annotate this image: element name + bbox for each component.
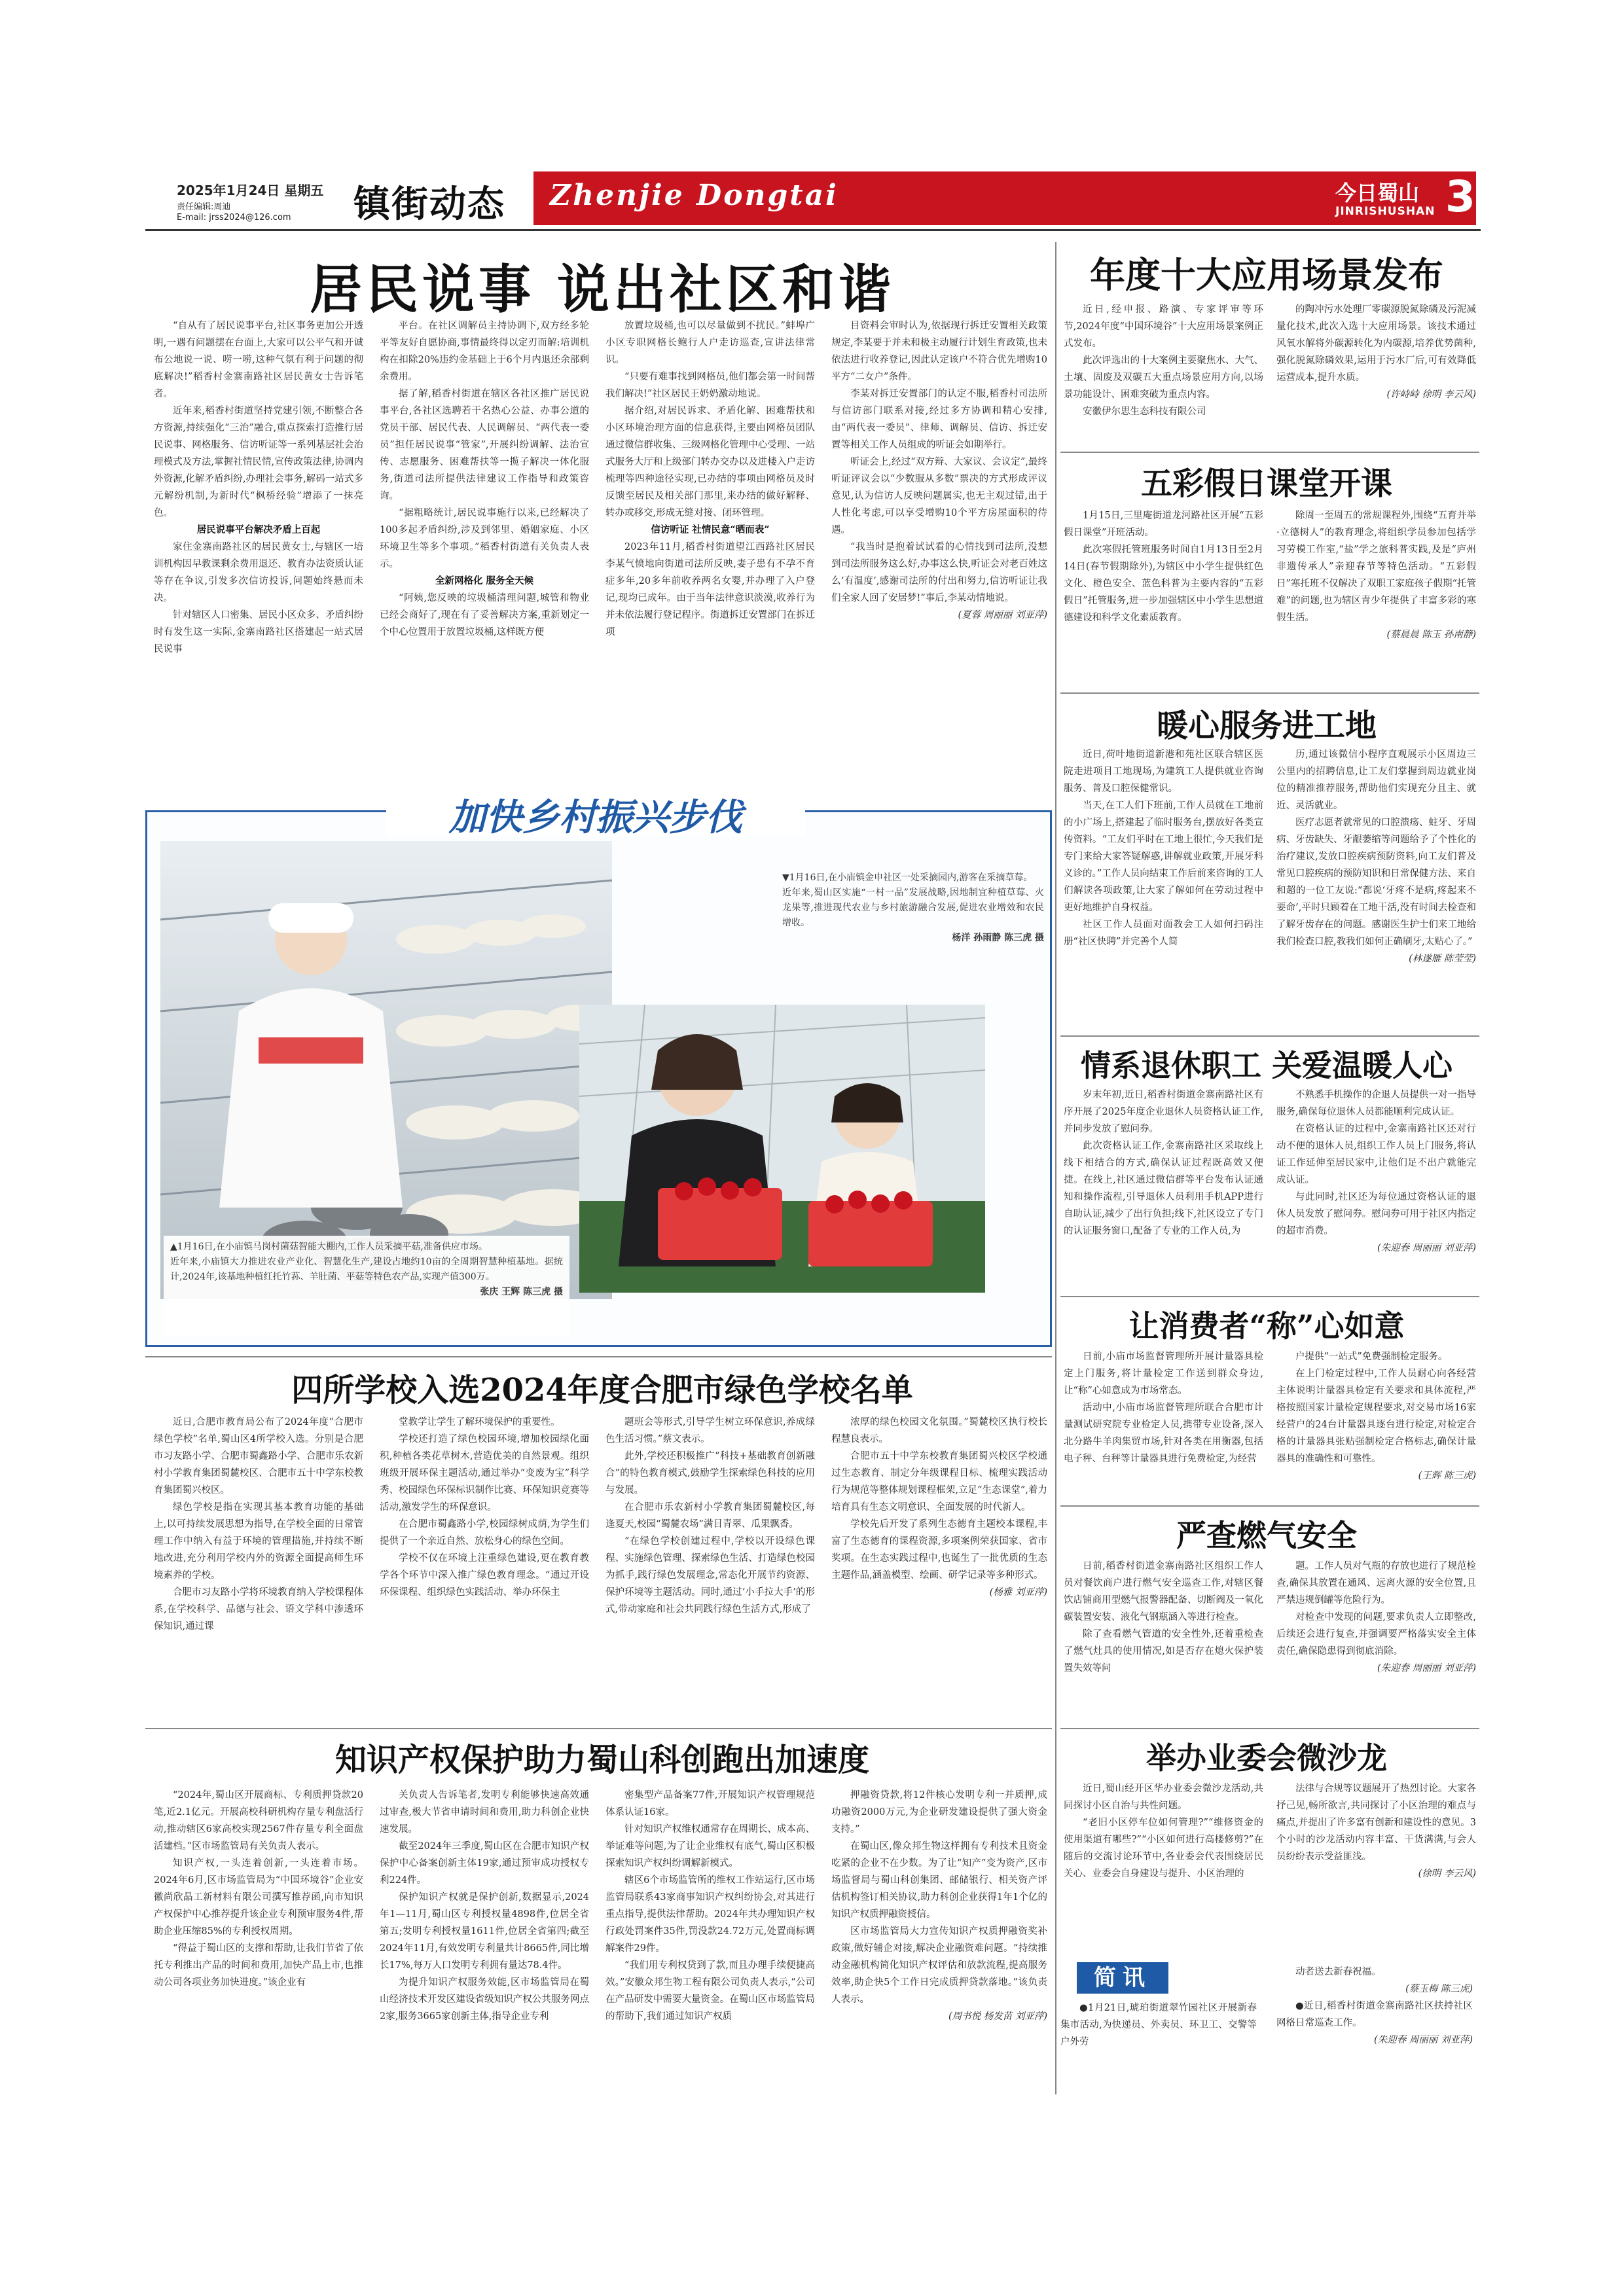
- paragraph: 在蜀山区,像众邦生物这样拥有专利技术且资金吃紧的企业不在少数。为了让“知产”变为资产,区市场监督局与蜀山科创集团、邮储银行、相关资产评估机构签订相关协议,助力科创企业获得1年1个亿的知识产权质押融资授信。: [831, 1841, 1047, 1920]
- section-pinyin: Zhenjie Dongtai: [550, 179, 839, 212]
- paragraph: 日前,小庙市场监督管理所开展计量器具检定上门服务,将计量检定工作送到群众身边,让“称”心如意成为市场常态。: [1064, 1352, 1263, 1396]
- main-col-4: [831, 317, 1047, 785]
- consumer-headline: 让消费者“称”心如意: [1128, 1308, 1405, 1344]
- byline: (林遂雁 陈莹莹): [1409, 954, 1476, 964]
- paragraph: 此次评选出的十大案例主要聚焦水、大气、土壤、固废及双碳五大重点场景应用方向,以场景功能设计、困难突破为重点内容。: [1064, 355, 1263, 400]
- schools-col-3: [605, 1414, 815, 1721]
- paragraph: 近日,荷叶地街道新港和苑社区联合辖区医院走进项目工地现场,为建筑工人提供就业咨询服务、普及口腔保健常识。: [1064, 749, 1263, 794]
- paragraph: 押融资贷款,将12件核心发明专利一并质押,成功融资2000万元,为企业研发建设提供了强大资金支持。”: [831, 1790, 1047, 1835]
- ip-col-4: [831, 1787, 1047, 2088]
- sidebar-rule-6: [1060, 1728, 1479, 1729]
- sidebar-rule-5: [1060, 1505, 1479, 1507]
- caption-text: ▲1月16日,在小庙镇马岗村菌菇智能大棚内,工作人员采摘平菇,准备供应市场。 近年来,小庙镇大力推进农业产业化、智慧化生产,建设占地约10亩的全周期智慧种植基地。据统计,2024年,该基地种植红托竹荪、羊肚菌、平菇等特色农产品,实现产值300万。: [170, 1242, 563, 1282]
- paragraph: 区市场监管局大力宣传知识产权质押融资奖补政策,做好辅企对接,解决企业融资难问题。“持续推动金融机构简化知识产权评估和放款流程,提高服务效率,助企快5个工作日完成质押贷款落地。”该负责人表示。: [831, 1926, 1047, 2005]
- paragraph: 听证会上,经过“双方辩、大家议、会议定”,最终听证评议会以“少数服从多数”票决的方式形成评议意见,认为信访人反映问题属实,也无主观过错,出于人性化考虑,可以享受增购10个平方房屋面积的待遇。: [831, 457, 1047, 535]
- paragraph: 日前,稻香村街道金寨南路社区组织工作人员对餐饮商户进行燃气安全巡查工作,对辖区餐饮店铺商用型燃气报警器配备、切断阀及一氧化碳装置安装、液化气钢瓶涵入等进行检查。: [1064, 1561, 1263, 1623]
- sidebar-rule-1: [1060, 452, 1479, 453]
- paragraph: 在合肥市乐农新村小学教育集团蜀麓校区,每逢夏天,校园“蜀麓农场”满目青翠、瓜果飘香。: [605, 1502, 815, 1530]
- gas-col-2: [1276, 1558, 1476, 1727]
- subheading: 全新网格化 服务全天候: [435, 575, 534, 586]
- byline: (夏蓉 周丽丽 刘亚萍): [958, 610, 1047, 620]
- paragraph: “老旧小区停车位如何管理?”“维修资金的使用渠道有哪些?”“小区如何进行高楼修剪?”在随后的交流讨论环节中,各业委会代表围绕居民关心、业委会自身建设与提升、小区治理的: [1064, 1818, 1263, 1879]
- paragraph: 近年来,稻香村街道坚持党建引领,不断整合各方资源,持续强化“三治”融合,重点探索打造推行居民说事、网格服务、信访听证等一系列基层社会治理模式及方法,掌握社情民情,宣传政策法律,协调内外资源,化解矛盾纠纷,办理社会事务,解码一站式多元解纷机制,为新时代“枫桥经验”增添了一抹亮色。: [154, 406, 363, 518]
- paragraph: 此外,学校还积极推广“科技+基础教育创新融合”的特色教育模式,鼓励学生探索绿色科技的应用与发展。: [605, 1451, 815, 1496]
- main-col-2: [380, 317, 589, 785]
- brief-item: ●1月21日,琥珀街道翠竹园社区开展新春集市活动,为快递员、外卖员、环卫工、交警等户外劳: [1060, 2003, 1257, 2047]
- ip-headline: 知识产权保护助力蜀山科创跑出加速度: [334, 1742, 869, 1778]
- paragraph: 在上门检定过程中,工作人员耐心向各经营主体说明计量器具检定有关要求和具体流程,严格按照国家计量检定规程要求,对交易市场16家经营户的24台计量器具逐台进行检定,对检定合格的计量器具张贴强制检定合格标志,确保计量器具的准确性和可靠性。: [1276, 1369, 1476, 1464]
- salon-headline: 举办业委会微沙龙: [1146, 1740, 1387, 1776]
- retire-col-1: [1064, 1086, 1263, 1295]
- paragraph: 社区工作人员面对面教会工人如何扫码注册“社区快聘”并完善个人简: [1064, 920, 1263, 947]
- brief-col-2: [1276, 1964, 1473, 2085]
- byline: (朱迎春 周丽丽 刘亚萍): [1377, 1243, 1476, 1253]
- paragraph: 堂教学让学生了解环境保护的重要性。: [399, 1417, 560, 1427]
- brief-col-1: [1060, 2000, 1257, 2085]
- paragraph: 不熟悉手机操作的企退人员提供一对一指导服务,确保每位退休人员都能顺利完成认证。: [1276, 1090, 1476, 1117]
- paragraph: 密集型产品备案77件,开展知识产权管理规范体系认证16家。: [605, 1790, 815, 1818]
- paragraph: “得益于蜀山区的支撑和帮助,让我们节省了依托专利推出产品的时间和费用,加快产品上市,也推动公司各项业务加快进度。”该企业有: [154, 1943, 363, 1988]
- paragraph: 学校先后开发了系列生态德育主题校本课程,丰富了生态德育的课程资源,多项案例荣获国家、省市奖项。在生态实践过程中,也诞生了一批优质的生态主题作品,涵盖模型、绘画、研学记录等多种形式。: [831, 1519, 1047, 1581]
- paragraph: “在绿色学校创建过程中,学校以开设绿色课程、实施绿色管理、探索绿色生活、打造绿色校园为抓手,践行绿色发展理念,常态化开展节约资源、保护环境等主题活动。同时,通过‘小手拉大手’的形式,带动家庭和社会共同践行绿色生活方式,形成了: [605, 1536, 815, 1615]
- paragraph: 历,通过该微信小程序直观展示小区周边三公里内的招聘信息,让工友们掌握到周边就业岗位的精准推荐服务,帮助他们实现充分且主、就近、灵活就业。: [1276, 749, 1476, 811]
- paragraph: 在合肥市蜀鑫路小学,校园绿树成荫,为学生们提供了一个亲近自然、放松身心的绿色空间。: [380, 1519, 589, 1547]
- paragraph: “我当时是抱着试试看的心情找到司法所,没想到司法所服务这么好,办事这么快,听证会对老百姓这么‘有温度’,感谢司法所的付出和努力,信访听证让我们全家人回了安居梦!”事后,李某动情地说。: [831, 542, 1047, 603]
- paragraph: 在资格认证的过程中,金寨南路社区还对行动不便的退休人员,组织工作人员上门服务,将认证工作延伸至居民家中,让他们足不出户就能完成认证。: [1276, 1124, 1476, 1185]
- consumer-col-1: [1064, 1348, 1263, 1504]
- schools-col-2: [380, 1414, 589, 1721]
- photo-caption-right: [782, 870, 1044, 1014]
- schools-col-1: [154, 1414, 363, 1721]
- subheading: 居民说事平台解决矛盾上百起: [196, 524, 321, 535]
- byline: (王辉 陈三虎): [1418, 1471, 1476, 1481]
- byline: (朱迎春 周丽丽 刘亚萍): [1373, 2035, 1473, 2045]
- sidebar-rule-3: [1060, 1035, 1479, 1037]
- paragraph: 截至2024年三季度,蜀山区在合肥市知识产权保护中心备案创新主体19家,通过预审成功授权专利224件。: [380, 1841, 589, 1886]
- paragraph: 关负责人告诉笔者,发明专利能够快速高效通过审查,极大节省申请时间和费用,助力科创企业快速发展。: [380, 1790, 589, 1835]
- paragraph: 与此同时,社区还为每位通过资格认证的退休人员发放了慰问券。慰问券可用于社区内指定的超市消费。: [1276, 1192, 1476, 1236]
- paragraph: 1月15日,三里庵街道龙河路社区开展“五彩假日课堂”开班活动。: [1064, 511, 1263, 538]
- retire-headline: 情系退休职工 关爱温暖人心: [1080, 1048, 1453, 1083]
- paragraph: 活动中,小庙市场监督管理所联合合肥市计量测试研究院专业检定人员,携带专业设备,深入北分路牛羊肉集贸市场,针对各类在用衡器,包括电子秤、台秤等计量器具进行免费检定,为经营: [1064, 1403, 1263, 1464]
- paragraph: 岁末年初,近日,稻香村街道金寨南路社区有序开展了2025年度企业退休人员资格认证工作,并同步发放了慰问券。: [1064, 1090, 1263, 1134]
- paragraph: 绿色学校是指在实现其基本教育功能的基础上,以可持续发展思想为指导,在学校全面的日常管理工作中纳入有益于环境的管理措施,并持续不断地改进,充分利用学校内外的资源全面提高师生环境素养的学校。: [154, 1502, 363, 1581]
- caption-text: ▼1月16日,在小庙镇金申社区一处采摘园内,游客在采摘草莓。 近年来,蜀山区实施“一村一品”发展战略,因地制宜种植草莓、火龙果等,推进现代农业与乡村旅游融合发展,促进农业增效和农民增收。: [782, 872, 1044, 928]
- paragraph: 除周一至周五的常规课程外,围绕“五育并举·立德树人”的教育理念,将组织学员参加包括学习劳模工作室,“盐”学之旅科普实践,及是“庐州非遗传承人”亲迎春节等特色活动。“五彩假日”寒托班不仅解决了双职工家庭孩子假期“托管难”的问题,也为辖区青少年提供了丰富多彩的寒假生活。: [1276, 511, 1476, 623]
- strawberry-picking-photo: [579, 1005, 985, 1293]
- paragraph: 合肥市习友路小学将环境教育纳入学校课程体系,在学校科学、品德与社会、语文学科中渗透环保知识,通过课: [154, 1587, 363, 1632]
- masthead-editor: 责任编辑:周迪: [177, 202, 231, 212]
- paper-pinyin: JINRISHUSHAN: [1335, 205, 1435, 218]
- sidebar-rule-4: [1060, 1296, 1479, 1297]
- paragraph: “我们用专利权贷到了款,而且办理手续便捷高效。”安徽众邦生物工程有限公司负责人表示,“公司在产品研发中需要大量资金。在蜀山区市场监管局的帮助下,我们通过知识产权质: [605, 1960, 815, 2022]
- page-number: 3: [1445, 171, 1475, 222]
- paragraph: 合肥市五十中学东校教育集团蜀兴校区学校通过生态教育、制定分年级课程目标、梳理实践活动行为规范等整体规划课程框架,立足“生态课堂”,着力培育具有生态文明意识、全面发展的时代新人。: [831, 1451, 1047, 1513]
- paragraph: “只要有难事找到网格员,他们都会第一时间帮我们解决!”社区居民王奶奶激动地说。: [605, 372, 815, 399]
- byline: (朱迎春 周丽丽 刘亚萍): [1377, 1663, 1476, 1674]
- paragraph: 目资料会审时认为,依据现行拆迁安置相关政策规定,李某要于并未和极主动履行计划生育政策,也未依法进行收养登记,因此认定该户不符合优先增购10平方“二女户”条件。: [831, 321, 1047, 382]
- paragraph: “自从有了居民说事平台,社区事务更加公开透明,一遇有问题摆在台面上,大家可以公平气和开诚布公地说一说、唠一唠,这种气氛有利于问题的彻底解决!”稻香村金寨南路社区居民黄女士告诉笔者。: [154, 321, 363, 399]
- paragraph: “据粗略统计,居民说事施行以来,已经解决了100多起矛盾纠纷,涉及到邻里、婚姻家庭、小区环境卫生等多个事项。”稻香村街道有关负责人表示。: [380, 508, 589, 569]
- paragraph: 浓厚的绿色校园文化氛围。”蜀麓校区执行校长程慧良表示。: [831, 1417, 1047, 1444]
- paragraph: 对检查中发现的问题,要求负责人立即整改,后续还会进行复查,并强调要严格落实安全主体责任,确保隐患得到彻底消除。: [1276, 1612, 1476, 1657]
- retire-col-2: [1276, 1086, 1476, 1295]
- byline: (蔡晨晨 陈玉 孙南静): [1386, 630, 1476, 640]
- caption-author: 张庆 王辉 陈三虎 摄: [480, 1287, 563, 1297]
- paper-name: 今日蜀山: [1335, 181, 1420, 206]
- ip-top-rule: [145, 1728, 1052, 1729]
- warm-col-1: [1064, 746, 1263, 1034]
- paragraph: 针对辖区人口密集、居民小区众多、矛盾纠纷时有发生这一实际,金寨南路社区搭建起一站式居民说事: [154, 610, 363, 655]
- paragraph: 当天,在工人们下班前,工作人员就在工地前的小广场上,搭建起了临时服务台,摆放好各类宣传资料。“工友们平时在工地上很忙,今天我们是专门来给大家答疑解惑,讲解就业政策,开展牙科义诊的。”工作人员向结束工作后前来咨询的工人们解读各项政策,让大家了解如何在劳动过程中更好地维护自身权益。: [1064, 800, 1263, 913]
- byline: (许峙峙 徐明 李云风): [1386, 389, 1476, 400]
- paragraph: 据介绍,对居民诉求、矛盾化解、困难帮扶和小区环境治理方面的信息获得,主要由网格员团队通过微信群收集、三级网格化管理中心受理、一站式服务大厅和上级部门转办交办以及进楼入户走访梳理等四种途径实现,已办结的事项由网格员及时反馈至居民及相关部门那里,来办结的做好解释、转办或移交,形成无缝对接、闭环管理。: [605, 406, 815, 518]
- gas-col-1: [1064, 1558, 1263, 1727]
- mushroom-greenhouse-photo: [160, 841, 612, 1299]
- paragraph: 为提升知识产权服务效能,区市场监管局在蜀山经济技术开发区建设省级知识产权公共服务网点2家,服务3665家创新主体,指导企业专利: [380, 1977, 589, 2022]
- main-col-3: [605, 317, 815, 785]
- masthead-email: E-mail: jrss2024@126.com: [177, 213, 291, 223]
- paragraph: 户提供“一站式”免费强制检定服务。: [1295, 1352, 1448, 1362]
- paragraph: 近日,经申报、路演、专家评审等环节,2024年度“中国环境谷”十大应用场景案例正式发布。: [1064, 304, 1263, 349]
- section-title: 镇街动态: [353, 183, 505, 226]
- paragraph: 的陶冲污水处理厂零碳源脱氮除磷及污泥减量化技术,此次入选十大应用场景。该技术通过风氧水解将外碳源转化为内碳源,培养优势菌种,强化脱氮除磷效果,运用于污水厂后,可有效降低运营成本,提升水质。: [1276, 304, 1476, 383]
- scenario-col-2: [1276, 301, 1476, 448]
- paragraph: 保护知识产权就是保护创新,数据显示,2024年1—11月,蜀山区专利授权量4898件,位居全省第五;发明专利授权量1611件,位居全省第四;截至2024年11月,有效发明专利量共计8665件,同比增长17%,每万人口发明专利拥有量达78.4件。: [380, 1892, 589, 1971]
- paragraph: 此次寒假托管班服务时间自1月13日至2月14日(春节假期除外),为辖区中小学生提供红色文化、橙色安全、蓝色科普为主要内容的“五彩假日”托管服务,进一步加强辖区中小学生思想道德建设和科学文化素质教育。: [1064, 545, 1263, 623]
- main-col-1: [154, 317, 363, 785]
- consumer-col-2: [1276, 1348, 1476, 1504]
- rural-title: 加快乡村振兴步伐: [449, 796, 742, 839]
- gas-headline: 严查燃气安全: [1176, 1518, 1357, 1553]
- ip-col-3: [605, 1787, 815, 2088]
- masthead-rule: [145, 229, 1481, 231]
- paragraph: 法律与合规等议题展开了热烈讨论。大家各抒己见,畅所欲言,共同探讨了小区治理的难点与痛点,并提出了许多富有创新和建设性的意见。3个小时的沙龙活动内容丰富、干货满满,与会人员纷纷表示受益匪浅。: [1276, 1784, 1476, 1862]
- paragraph: 放置垃圾桶,也可以尽量做到不扰民。”蚌埠广小区专职网格长鲍行人户走访巡查,宣讲法律常识。: [605, 321, 815, 365]
- schools-col-4: [831, 1414, 1047, 1721]
- warm-headline: 暖心服务进工地: [1156, 708, 1377, 744]
- paragraph: 题班会等形式,引导学生树立环保意识,养成绿色生活习惯。”蔡文表示。: [605, 1417, 815, 1444]
- caption-author: 杨洋 孙雨静 陈三虎 摄: [952, 933, 1044, 943]
- paragraph: 安徽伊尔思生态科技有限公司: [1083, 406, 1206, 417]
- paragraph: 2023年11月,稻香村街道望江西路社区居民李某气愤地向街道司法所反映,妻子患有不孕不育症多年,20多年前收养两名女婴,并办理了入户登记,现均已成年。由于当年法律意识淡漠,收养行为并未依法履行登记程序。街道拆迁安置部门在拆迁项: [605, 542, 815, 637]
- byline: (杨雅 刘亚萍): [989, 1587, 1047, 1598]
- paragraph: “2024年,蜀山区开展商标、专利质押贷款20笔,近2.1亿元。开展高校科研机构存量专利盘活行动,推动辖区6家高校实现2567件存量专利全面盘活建档。”区市场监管局有关负责人表示。: [154, 1790, 363, 1852]
- byline: (周书悦 杨发苗 刘亚萍): [948, 2011, 1047, 2022]
- brief-item: ●近日,稻香村街道金寨南路社区扶持社区网格日常巡查工作。: [1276, 2001, 1473, 2028]
- ip-col-2: [380, 1787, 589, 2088]
- photo-caption-left: [164, 1236, 569, 1337]
- paragraph: “阿姨,您反映的垃圾桶清理问题,城管和物业已经会商好了,现在有了妥善解决方案,重新划定一个中心位置用于放置垃圾桶,这样既方便: [380, 593, 589, 637]
- ip-col-1: [154, 1787, 363, 2088]
- paragraph: 辖区6个市场监管所的维权工作站运行,区市场监管局联系43家商事知识产权纠纷协会,对其进行重点指导,提供法律帮助。2024年共办理知识产权行政处罚案件35件,罚没款24.72万元,处置商标调解案件29件。: [605, 1875, 815, 1954]
- paragraph: 题。工作人员对气瓶的存放也进行了规范检查,确保其放置在通风、远离火源的安全位置,且严禁违规倒罐等危险行为。: [1276, 1561, 1476, 1605]
- scenario-col-1: [1064, 301, 1263, 448]
- paragraph: 家住金寨南路社区的居民黄女士,与辖区一培训机构因早教课剩余费用退还、教育办法资质认证等存在争议,引发多次信访投诉,问题始终悬而未决。: [154, 542, 363, 603]
- salon-col-2: [1276, 1780, 1476, 1957]
- scenario-headline: 年度十大应用场景发布: [1090, 254, 1443, 296]
- paragraph: 学校不仅在环境上注重绿色建设,更在教育教学各个环节中深入推广绿色教育理念。“通过开设环保课程、组织绿色实践活动、举办环保主: [380, 1553, 589, 1598]
- paragraph: 学校还打造了绿色校园环境,增加校园绿化面积,种植各类花草树木,营造优美的自然景观。组织班级开展环保主题活动,通过举办“变废为宝”科学秀、校园绿色环保标识制作比赛、环保知识竞赛等活动,激发学生的环保意识。: [380, 1434, 589, 1513]
- paragraph: 据了解,稻香村街道在辖区各社区推广居民说事平台,各社区选聘若干名热心公益、办事公道的党员干部、居民代表、人民调解员、“两代表一委员”担任居民说事“管家”,开展纠纷调解、法治宣传、志愿服务、困难帮扶等一揽子解决一体化服务,街道司法所提供法律建议工作指导和政策咨询。: [380, 389, 589, 501]
- holiday-col-2: [1276, 507, 1476, 691]
- sidebar-rule-2: [1060, 692, 1479, 694]
- brief-item: 动者送去新春祝福。: [1295, 1967, 1381, 1977]
- paragraph: 平台。在社区调解员主持协调下,双方经多轮平等友好自愿协商,事情最终得以定刃而解:培训机构在扣除20%违约金基础上于6个月内退还余部剩余费用。: [380, 321, 589, 382]
- paragraph: 医疗志愿者就常见的口腔溃疡、蛀牙、牙周病、牙齿缺失、牙龈萎缩等问题给予了个性化的治疗建议,发放口腔疾病预防资料,向工友们普及常见口腔疾病的预防知识和日常保健方法、来自和超的一位工友说:“都说‘牙疼不是病,疼起来不要命’,平时只顾着在工地干活,没有时间去检查和了解牙齿存在的问题。感谢医生护士们来工地给我们检查口腔,教我们如何正确刷牙,太贴心了。”: [1276, 817, 1476, 947]
- main-right-divider: [1055, 242, 1056, 2094]
- brief-label: 简讯: [1077, 1962, 1168, 1994]
- holiday-headline: 五彩假日课堂开课: [1140, 465, 1392, 502]
- holiday-col-1: [1064, 507, 1263, 691]
- paragraph: 针对知识产权维权通常存在周期长、成本高、举证难等问题,为了让企业维权有底气,蜀山区积极探索知识产权纠纷调解新模式。: [605, 1824, 815, 1869]
- byline: (蔡玉梅 陈三虎): [1405, 1984, 1473, 1994]
- byline: (徐明 李云风): [1418, 1869, 1476, 1879]
- paragraph: 除了查看燃气管道的安全性外,还着重检查了燃气灶具的使用情况,如是否存在熄火保护装置失效等问: [1064, 1629, 1263, 1674]
- salon-col-1: [1064, 1780, 1263, 1957]
- paragraph: 知识产权,一头连着创新,一头连着市场。2024年6月,区市场监管局为“中国环境谷”企业安徽尚欣晶工新材料有限公司撰写推荐函,向市知识产权保护中心推荐提升该企业专利预审服务4件,帮助企业压缩85%的专利授权周期。: [154, 1858, 363, 1937]
- subheading: 信访听证 社情民意“晒而表”: [651, 524, 770, 535]
- paragraph: 近日,合肥市教育局公布了2024年度“合肥市绿色学校”名单,蜀山区4所学校入选。分别是合肥市习友路小学、合肥市蜀鑫路小学、合肥市乐农新村小学教育集团蜀麓校区、合肥市五十中学东校教育集团蜀兴校区。: [154, 1417, 363, 1496]
- warm-col-2: [1276, 746, 1476, 1034]
- masthead-date: 2025年1月24日 星期五: [177, 183, 324, 198]
- paragraph: 李某对拆迁安置部门的认定不服,稻香村司法所与信访部门联系对接,经过多方协调和精心安排,由“两代表一委员”、律师、调解员、信访、拆迁安置等相关工作人员组成的听证会如期举行。: [831, 389, 1047, 450]
- main-headline: 居民说事 说出社区和谐: [310, 259, 895, 320]
- schools-top-rule: [145, 1356, 1052, 1357]
- paragraph: 近日,蜀山经开区华办业委会微沙龙活动,共同探讨小区自治与共性问题。: [1064, 1784, 1263, 1811]
- paragraph: 此次资格认证工作,金寨南路社区采取线上线下相结合的方式,确保认证过程既高效又便捷。在线上,社区通过微信群等平台发布认证通知和操作流程,引导退休人员利用手机APP进行自助认证,减少了出行负担;线下,社区设立了专门的认证服务窗口,配备了专业的工作人员,为: [1064, 1141, 1263, 1236]
- schools-headline: 四所学校入选2024年度合肥市绿色学校名单: [291, 1372, 913, 1408]
